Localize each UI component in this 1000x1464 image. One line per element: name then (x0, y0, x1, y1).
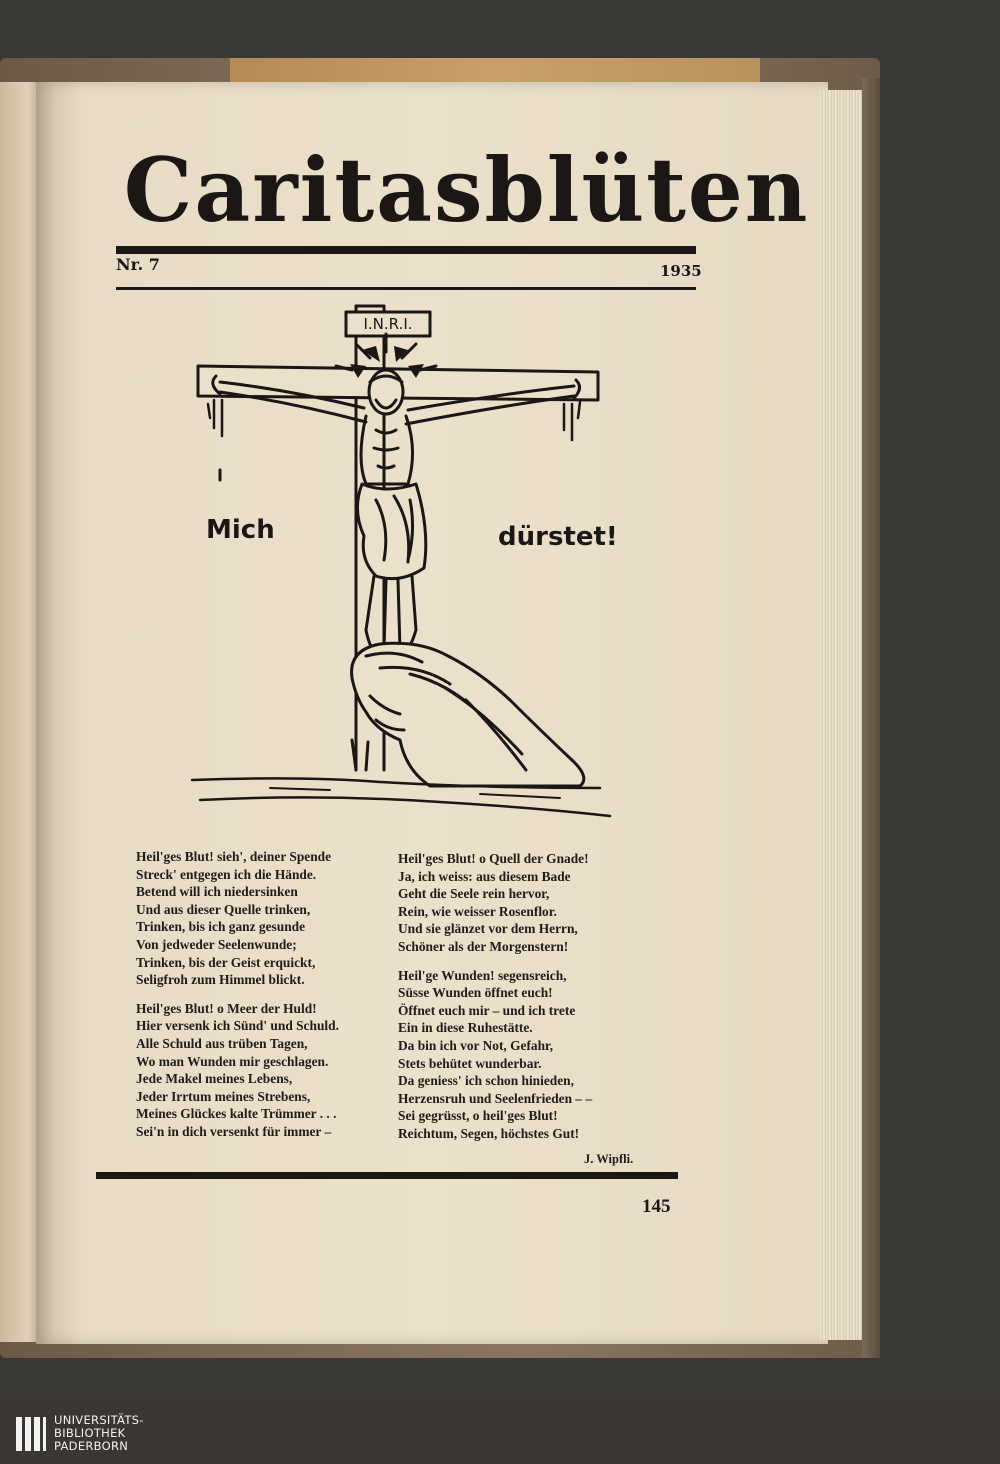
poem-line: Ja, ich weiss: aus diesem Bade (398, 868, 571, 884)
poem-line: Reichtum, Segen, höchstes Gut! (398, 1125, 580, 1141)
caption-left: Mich (206, 515, 275, 545)
issue-year: 1935 (660, 262, 702, 280)
poem-line: Öffnet euch mir – und ich trete (398, 1002, 576, 1018)
stanza-gap (398, 956, 592, 967)
issue-number: Nr. 7 (116, 255, 160, 274)
poem-line: Ein in diese Ruhestätte. (398, 1020, 533, 1036)
page-number: 145 (642, 1196, 671, 1217)
poem-line: Jeder Irrtum meines Strebens, (136, 1088, 311, 1104)
poem-line: Und aus dieser Quelle trinken, (136, 901, 311, 917)
poem-line: Sei'n in dich versenkt für immer – (136, 1123, 332, 1139)
poem-line: Betend will ich niedersinken (136, 884, 298, 900)
library-name-line: BIBLIOTHEK (54, 1426, 126, 1440)
library-name-line: PADERBORN (54, 1439, 129, 1453)
binding-edge (862, 78, 880, 1358)
poem-line: Schöner als der Morgenstern! (398, 938, 569, 954)
library-name (54, 1414, 144, 1453)
masthead-rule-bottom (116, 287, 696, 290)
poem-line: Heil'ges Blut! o Meer der Huld! (136, 1000, 317, 1016)
poem-line: Seligfroh zum Himmel blickt. (136, 972, 305, 988)
poem-line: Herzensruh und Seelenfrieden – – (398, 1090, 593, 1106)
poem-line: Geht die Seele rein hervor, (398, 886, 550, 902)
inri-plate-text: I.N.R.I. (363, 315, 413, 333)
poem-left-column (136, 848, 339, 1141)
page-edges (820, 90, 862, 1340)
poem-line: Hier versenk ich Sünd' und Schuld. (136, 1018, 339, 1034)
poem-line: Heil'ges Blut! sieh', deiner Spende (136, 849, 332, 864)
poem-right-column (398, 850, 592, 1143)
poem-line: Alle Schuld aus trüben Tagen, (136, 1035, 308, 1051)
poem-line: Streck' entgegen ich die Hände. (136, 866, 317, 882)
masthead-rule-top (116, 246, 696, 254)
stanza-gap (136, 989, 339, 1000)
poem-line: Und sie glänzet vor dem Herrn, (398, 921, 578, 937)
poem-line: Süsse Wunden öffnet euch! (398, 985, 553, 1001)
poem-line: Rein, wie weisser Rosenflor. (398, 903, 557, 919)
poem-line: Jede Makel meines Lebens, (136, 1071, 293, 1087)
poem-line: Sei gegrüsst, o heil'ges Blut! (398, 1108, 558, 1124)
poem-line: Stets behütet wunderbar. (398, 1055, 542, 1071)
poem-line: Trinken, bis ich ganz gesunde (136, 919, 306, 935)
poem-line: Wo man Wunden mir geschlagen. (136, 1053, 329, 1069)
poem-line: Von jedweder Seelenwunde; (136, 936, 297, 952)
library-footer (0, 1400, 1000, 1464)
poem-line: Da bin ich vor Not, Gefahr, (398, 1037, 554, 1053)
library-name-line: UNIVERSITÄTS- (54, 1413, 144, 1427)
poem-author: J. Wipfli. (584, 1152, 634, 1166)
library-logo-icon (14, 1415, 48, 1453)
footer-rule (96, 1172, 678, 1179)
poem-line: Meines Glückes kalte Trümmer . . . (136, 1106, 337, 1122)
left-page-edge (0, 82, 40, 1342)
crucifixion-illustration (180, 300, 620, 830)
poem-line: Heil'ges Blut! o Quell der Gnade! (398, 851, 589, 866)
poem-line: Trinken, bis der Geist erquickt, (136, 954, 316, 970)
caption-right: dürstet! (498, 522, 618, 552)
masthead-title: Caritasblüten (123, 138, 810, 242)
poem-line: Da geniess' ich schon hinieden, (398, 1073, 574, 1089)
poem-line: Heil'ge Wunden! segensreich, (398, 967, 567, 983)
